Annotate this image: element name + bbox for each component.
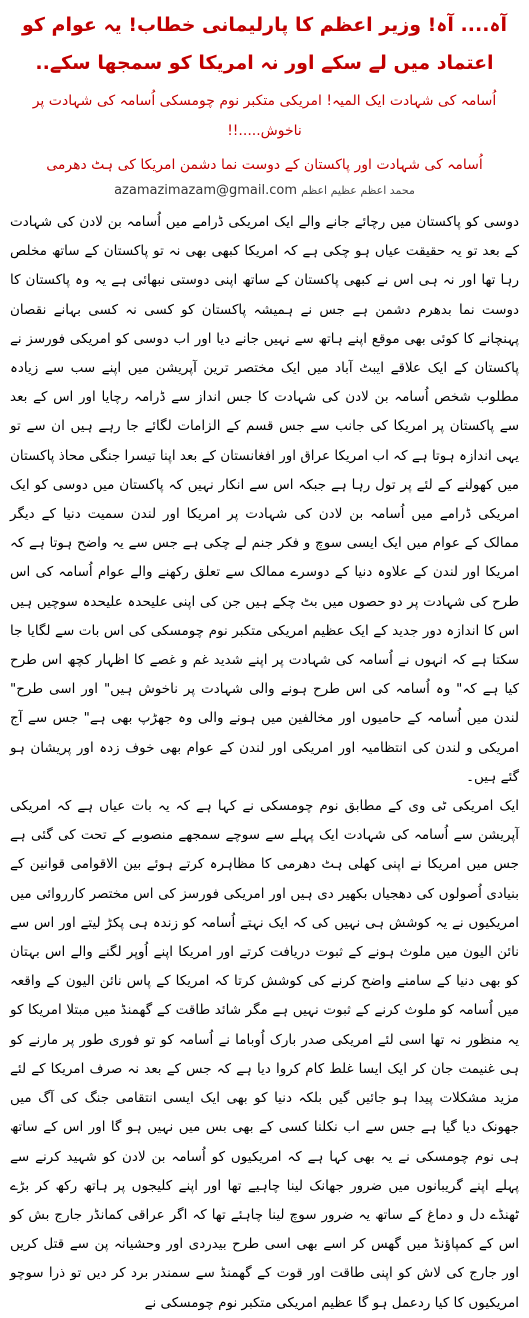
article-body [8, 208, 521, 1318]
headline: آہ.... آہ! وزیر اعظم کا پارلیمانی خطاب! یہ عوام کو اعتماد میں لے سکے اور نہ امریکا کو سمجھا سکے.. [21, 14, 508, 74]
article-page [0, 6, 529, 1311]
paragraph-1: دوسی کو پاکستان میں رچائے جانے والے ایک امریکی ڈرامے میں اُسامہ بن لادن کی شہادت کے بعد تو یہ حقیقت عیاں ہو چکی ہے کہ امریکا کبھی بھی نہ تو پاکستان کے ساتھ مخلص رہا تھا اور نہ ہی اس نے کبھی پاکستان کے ساتھ اپنی دوستی نبھائی ہے یہ وہ پاکستان کا دوست نما بدھرم دشمن ہے جس نے ہمیشہ پاکستان کو کسی نہ کسی بہانے نقصان پہنچانے کا کوئی بھی موقع اپنے ہاتھ سے نہیں جانے دیا اور اب دوسی کو امریکی فورسز نے پاکستان کے ایک علاقے ایبٹ آباد میں ایک مختصر ترین آپریشن میں اپنے سب سے زیادہ مطلوب شخص اُسامہ بن لادن کی شہادت کا جس انداز سے ڈرامہ رچایا اور اس کے بعد سے پاکستان پر امریکا کی جانب سے جس قسم کے الزامات لگائے جا رہے ہیں ان سے تو یہی اندازہ ہوتا ہے کہ اب امریکا عراق اور افغانستان کے بعد اپنا تیسرا جنگی محاذ پاکستان میں کھولنے کے لئے پر تول رہا ہے جبکہ اس سے انکار نہیں کہ پاکستان میں دوسی کو ایک امریکی ڈرامے میں اُسامہ بن لادن کی شہادت پر امریکا اور لندن سمیت دنیا کے دیگر ممالک کے عوام میں ایک ایسی سوچ و فکر جنم لے چکی ہے جس سے یہ واضح ہوتا ہے کہ امریکا اور لندن کے علاوہ دنیا کے دوسرے ممالک سے تعلق رکھنے والے عوام اُسامہ کی اس طرح کی شہادت پر دو حصوں میں بٹ چکے ہیں جن کی اپنی علیحدہ علیحدہ سوچیں ہیں اس کا اندازہ دور جدید کے ایک عظیم امریکی متکبر نوم چومسکی کی اس بات سے لگایا جا سکتا ہے کہ انہوں نے اُسامہ کی شہادت پر اپنے شدید غم و غصے کا اظہار کچھ اس طرح کیا ہے کہ" وہ اُسامہ کی اس طرح ہونے والی شہادت پر ناخوش ہیں" اور اسی طرح" لندن میں اُسامہ کے حامیوں اور مخالفین میں ہونے والی وہ جھڑپ بھی ہے" جس سے آج امریکی و لندن کی انتظامیہ اور امریکی اور لندن کے عوام بھی خوف زدہ اور پریشان ہو گئے ہیں۔ [10, 214, 519, 785]
author-email: azamazimazam@gmail.com [114, 183, 297, 198]
subhead-2: اُسامہ کی شہادت اور پاکستان کے دوست نما دشمن امریکا کی ہٹ دھرمی [46, 157, 483, 173]
byline [8, 180, 521, 202]
subhead-1: اُسامہ کی شہادت ایک المیہ! امریکی متکبر نوم چومسکی اُسامہ کی شہادت پر ناخوش.....!! [32, 93, 497, 139]
paragraph-2: ایک امریکی ٹی وی کے مطابق نوم چومسکی نے کہا ہے کہ یہ بات عیاں ہے کہ امریکی آپریشن سے اُسامہ کی شہادت ایک پہلے سے سوچے سمجھے منصوبے کے تحت کی گئی ہے جس میں امریکا نے اپنی کھلی ہٹ دھرمی کا مظاہرہ کرتے ہوئے بین الاقوامی قوانین کے بنیادی اُصولوں کی دھجیاں بکھیر دی ہیں اور امریکی فورسز کی اس مختصر کارروائی میں امریکیوں نے یہ کوشش ہی نہیں کی کہ ایک نہتے اُسامہ کو زندہ ہی پکڑ لیتے اور اس سے نائن الیون میں ملوث ہونے کے ثبوت دریافت کرتے اور امریکا اپنے اُوپر لگنے والے اس بہتان کو بھی دنیا کے سامنے واضح کرنے کی کوشش کرتا کہ امریکا کے پاس نائن الیون کے واقعہ میں اُسامہ کو ملوث کرنے کے ثبوت نہیں ہے مگر شائد طاقت کے گھمنڈ میں مبتلا امریکا کو یہ منظور نہ تھا اسی لئے امریکی صدر بارک اُوباما نے اُسامہ کو تو فوری طور پر مارنے کو ہی غنیمت جان کر ایک ایسا غلط کام کروا دیا ہے کہ جس کے بعد نہ صرف امریکا کے لئے مزید مشکلات پیدا ہو جائیں گیں بلکہ دنیا کو بھی ایک ایسی انتقامی جنگ کی آگ میں جھونک دیا گیا ہے جس سے اب نکلنا کسی کے بھی بس میں نہیں ہو گا اور اس کے ساتھ ہی نوم چومسکی نے یہ بھی کہا ہے کہ امریکیوں کو اُسامہ بن لادن کو شہید کرنے سے پہلے اپنے گریبانوں میں ضرور جھانک لینا چاہیے تھا اور اپنے کلیجوں پر ہاتھ رکھ کر بڑے ٹھنڈے دل و دماغ کے ساتھ یہ ضرور سوچ لینا چاہئے تھا کہ اگر عراقی کمانڈر جارج بش کو اس کے کمپاؤنڈ میں گھس کر اسے بھی اسی طرح بیدردی اور وحشیانہ پن سے قتل کریں اور جارج کی لاش کو اپنی طاقت اور قوت کے گھمنڈ سے سمندر برد کر دیں تو ذرا سوچو امریکیوں کا کیا ردعمل ہو گا عظیم امریکی متکبر نوم چومسکی نے [10, 798, 519, 1311]
author-name: محمد اعظم عظیم اعظم [301, 184, 415, 197]
